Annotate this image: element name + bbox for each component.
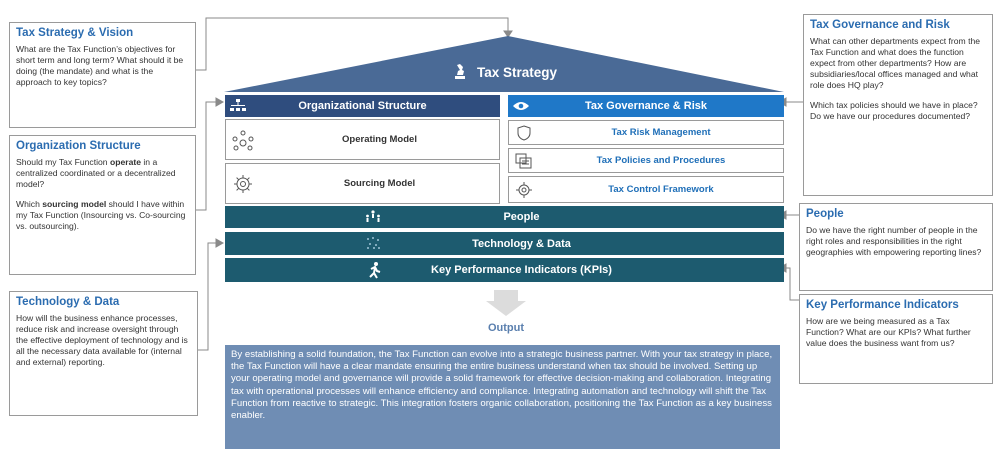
eye-icon bbox=[508, 101, 534, 111]
technology-label: Technology & Data bbox=[472, 237, 571, 250]
operating-model-box bbox=[225, 119, 500, 160]
kpi-label: Key Performance Indicators (KPIs) bbox=[431, 264, 612, 276]
document-stack-icon bbox=[509, 153, 539, 169]
sourcing-model-box bbox=[225, 163, 500, 204]
callout-people-title: People bbox=[806, 208, 844, 220]
callout-tax-strategy bbox=[9, 22, 196, 128]
callout-people-body: Do we have the right number of people in the right roles and responsibilities in the right geographies with empowering reporting lines? bbox=[806, 225, 982, 257]
arrow-org bbox=[216, 98, 223, 106]
output-label: Output bbox=[487, 322, 525, 334]
callout-org-paragraph-2: Which sourcing model should I have within my Tax Function (Insourcing vs. Co-sourcing vs. outsourcing). bbox=[16, 199, 186, 231]
org-chart-icon bbox=[225, 99, 251, 113]
callout-kpi-body: How are we being measured as a Tax Function? What are our KPIs? What further value does the business want from us? bbox=[806, 316, 971, 348]
org-structure-title: Organizational Structure bbox=[298, 100, 427, 112]
callout-technology-data bbox=[9, 291, 198, 416]
callout-kpi-title: Key Performance Indicators bbox=[806, 299, 959, 311]
team-icon bbox=[365, 210, 381, 227]
callout-tech-title: Technology & Data bbox=[16, 296, 120, 308]
callout-org-paragraph-1: Should my Tax Function operate in a centralized coordinated or a decentralized model? bbox=[16, 157, 176, 189]
cog-framework-icon bbox=[509, 181, 539, 199]
gear-icon bbox=[226, 174, 260, 194]
callout-tax-strategy-title: Tax Strategy & Vision bbox=[16, 27, 134, 39]
connector-kpi bbox=[784, 268, 799, 300]
sourcing-model-label: Sourcing Model bbox=[343, 178, 416, 189]
tax-control-framework-box bbox=[508, 176, 784, 203]
tax-governance-header bbox=[508, 95, 784, 117]
people-bar bbox=[225, 206, 784, 228]
connector-tech bbox=[198, 243, 218, 350]
callout-org-title: Organization Structure bbox=[16, 140, 141, 152]
callout-gov-paragraph-1: What can other departments expect from the Tax Function and what does the function expect from other departments? How are subsidiaries/local offices managed and what role does HQ play? bbox=[810, 36, 981, 90]
callout-organization-structure bbox=[9, 135, 196, 275]
tax-risk-management-box bbox=[508, 120, 784, 145]
roof-title-wrap bbox=[440, 60, 570, 84]
runner-icon bbox=[365, 261, 383, 282]
callout-tax-governance bbox=[803, 14, 993, 196]
callout-tech-body: How will the business enhance processes, reduce risk and increase oversight through the effective deployment of technology and is all the necessary data available for (internal and external) reporting. bbox=[16, 313, 188, 367]
tax-risk-management-label: Tax Risk Management bbox=[611, 127, 711, 138]
callout-gov-paragraph-2: Which tax policies should we have in place? Do we have our procedures documented? bbox=[810, 100, 978, 121]
callout-org-body bbox=[16, 157, 189, 232]
circuit-icon bbox=[365, 236, 381, 253]
down-arrow-icon bbox=[486, 290, 526, 316]
callout-gov-title: Tax Governance and Risk bbox=[810, 19, 950, 31]
tax-control-framework-label: Tax Control Framework bbox=[608, 184, 714, 195]
chess-icon bbox=[453, 64, 467, 80]
tax-governance-title: Tax Governance & Risk bbox=[584, 100, 708, 112]
tax-policies-label: Tax Policies and Procedures bbox=[596, 155, 726, 166]
arrow-tech bbox=[216, 239, 223, 247]
technology-bar bbox=[225, 232, 784, 255]
callout-gov-body bbox=[810, 36, 986, 122]
callout-kpi bbox=[799, 294, 993, 384]
people-label: People bbox=[503, 211, 540, 223]
connector-org bbox=[196, 102, 218, 210]
callout-tax-strategy-body: What are the Tax Function’s objectives for short term and long term? What should it be doing (the mandate) and what is the approach to key topics? bbox=[16, 44, 184, 87]
output-summary: By establishing a solid foundation, the Tax Function can evolve into a strategic business partner. With your tax strategy in place, the Tax Function will have a clear mandate ensuring the entire business understand when tax should be involved. Setting up your operating model and governance will provide a solid framework for effective decision-making and collaboration. Integrating tax with operational processes will enhance efficiency and compliance. Integrating automation and technology will shift the Tax Function from reactive to strategic. This integration fosters organic collaboration, positioning the Tax Function as a key business enabler. bbox=[225, 345, 780, 449]
shield-icon bbox=[509, 125, 539, 141]
roof-title: Tax Strategy bbox=[476, 64, 558, 80]
org-structure-header bbox=[225, 95, 500, 117]
tax-policies-box bbox=[508, 148, 784, 173]
callout-people bbox=[799, 203, 993, 291]
kpi-bar bbox=[225, 258, 784, 282]
people-network-icon bbox=[226, 129, 260, 151]
operating-model-label: Operating Model bbox=[342, 134, 417, 145]
